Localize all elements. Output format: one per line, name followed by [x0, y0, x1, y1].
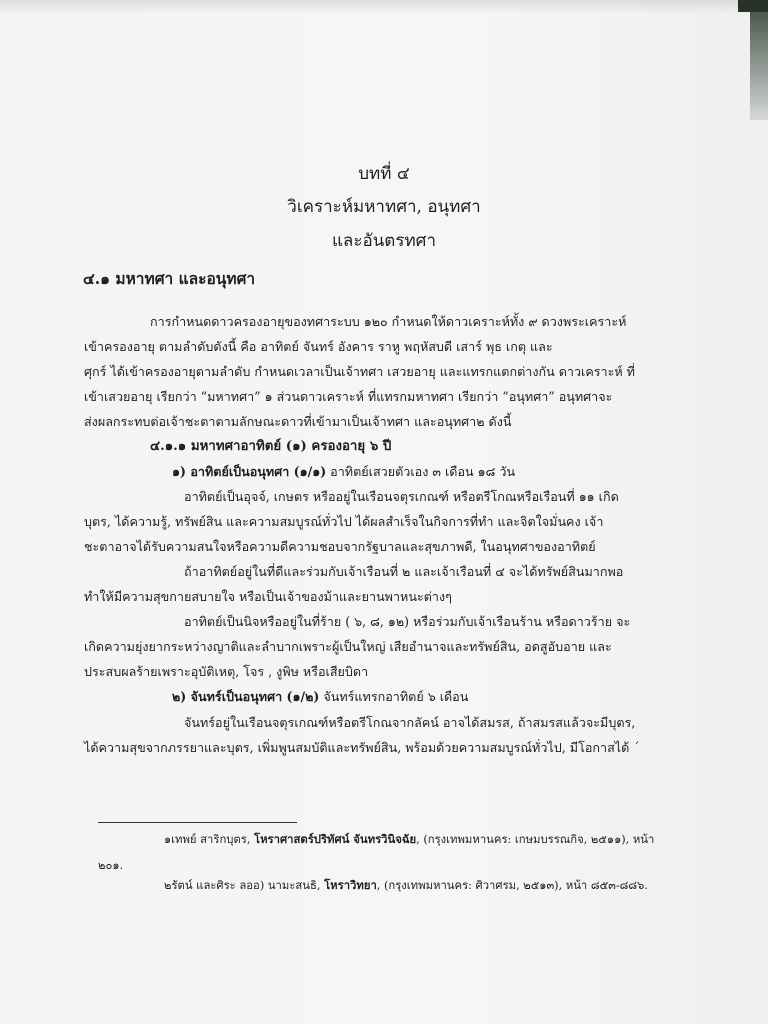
footnote-2-author: ๒รัตน์ และศิระ ลออ) นามะสนธิ,: [164, 879, 325, 892]
item2-heading-bold: ๒) จันทร์เป็นอนุทศา (๑/๒): [172, 689, 320, 704]
item1-heading-bold: ๑) อาทิตย์เป็นอนุทศา (๑/๑): [172, 464, 327, 479]
item1-para-line: เกิดความยุ่งยากระหว่างญาติและลำบากเพราะผู้เป็นใหญ่ เสียอำนาจและทรัพย์สิน, อดสูอับอาย และ: [84, 639, 612, 654]
paragraph1-line: เข้าครองอายุ ตามลำดับดังนี้ คือ อาทิตย์ จันทร์ อังคาร ราหู พฤหัสบดี เสาร์ พุธ เกตุ และ: [84, 339, 553, 354]
footnote-2-publication: , (กรุงเทพมหานคร: ศิวาศรม, ๒๕๑๓), หน้า ๘๕๓-๘๘๖.: [376, 879, 648, 892]
item1-heading-rest: อาทิตย์เสวยตัวเอง ๓ เดือน ๑๘ วัน: [326, 464, 516, 479]
item1-para-line: บุตร, ได้ความรู้, ทรัพย์สิน และความสมบูรณ์ทั่วไป ได้ผลสำเร็จในกิจการที่ทำ และจิตใจมั่นคง เจ้า: [84, 514, 604, 529]
paragraph1-line: ส่งผลกระทบต่อเจ้าชะตาตามลักษณะดาวที่เข้ามาเป็นเจ้าทศา และอนุทศา๒ ดังนี้: [84, 414, 512, 429]
subsection-heading: ๔.๑.๑ มหาทศาอาทิตย์ (๑) ครองอายุ ๖ ปี: [150, 439, 392, 454]
paragraph1-line: การกำหนดดาวครองอายุของทศาระบบ ๑๒๐ กำหนดให้ดาวเคราะห์ทั้ง ๙ ดวงพระเคราะห์: [150, 314, 627, 329]
footnote-1-author: ๑เทพย์ สาริกบุตร,: [164, 833, 255, 846]
item1-heading: [172, 466, 515, 479]
chapter-title-line2: และอันตรทศา: [331, 231, 437, 251]
footnote-1: [164, 834, 654, 845]
footnote-divider: [98, 822, 297, 823]
item1-para-line: อาทิตย์เป็นนิจหรืออยู่ในที่ร้าย ( ๖, ๘, ๑๒) หรือร่วมกับเจ้าเรือนร้าน หรือดาวร้าย จะ: [184, 614, 631, 629]
item2-para-line: ได้ความสุขจากภรรยาและบุตร, เพิ่มพูนสมบัติและทรัพย์สิน, พร้อมด้วยความสมบูรณ์ทั่วไป, มีโอกาสได้ ´: [84, 740, 640, 755]
scan-top-shadow: [0, 0, 768, 14]
footnote-1-publication: , (กรุงเทพมหานคร: เกษมบรรณกิจ, ๒๕๑๑), หน้า: [416, 833, 655, 846]
scan-corner-mark: [738, 0, 768, 12]
paragraph1-line: เข้าเสวยอายุ เรียกว่า “มหาทศา” ๑ ส่วนดาวเคราะห์ ที่แทรกมหาทศา เรียกว่า “อนุทศา” อนุทศาจะ: [84, 389, 613, 404]
item2-para-line: จันทร์อยู่ในเรือนจตุรเกณฑ์หรือตรีโกณจากลัคน์ อาจได้สมรส, ถ้าสมรสแล้วจะมีบุตร,: [184, 715, 636, 730]
item1-para-line: ชะตาอาจได้รับความสนใจหรือความดีความชอบจากรัฐบาลและสุขภาพดี, ในอนุทศาของอาทิตย์: [84, 539, 596, 554]
item1-para-line: ประสบผลร้ายเพราะอุบัติเหตุ, โจร , งูพิษ หรือเสียบิดา: [84, 664, 369, 679]
item1-para-line: ถ้าอาทิตย์อยู่ในที่ดีและร่วมกับเจ้าเรือนที่ ๒ และเจ้าเรือนที่ ๔ จะได้ทรัพย์สินมากพอ: [184, 564, 624, 579]
footnote-2: [164, 880, 648, 891]
chapter-number: บทที่ ๔: [358, 164, 410, 184]
item1-para-line: ทำให้มีความสุขกายสบายใจ หรือเป็นเจ้าของม้าและยานพาหนะต่างๆ: [84, 589, 452, 604]
footnote-2-title: โหราวิทยา: [324, 878, 377, 892]
scan-edge-mark: [750, 0, 768, 120]
item1-para-line: อาทิตย์เป็นอุจจ์, เกษตร หรืออยู่ในเรือนจตุรเกณฑ์ หรือตรีโกณหรือเรือนที่ ๑๑ เกิด: [184, 489, 619, 504]
item2-heading-rest: จันทร์แทรกอาทิตย์ ๖ เดือน: [319, 689, 469, 704]
footnote-1-title: โหราศาสตร์ปริทัศน์ จันทรวินิจฉัย: [254, 832, 417, 846]
item2-heading: [172, 691, 468, 704]
chapter-title-line1: วิเคราะห์มหาทศา, อนุทศา: [287, 197, 481, 217]
section-heading: ๔.๑ มหาทศา และอนุทศา: [83, 269, 256, 288]
paragraph1-line: ศุกร์ ได้เข้าครองอายุตามลำดับ กำหนดเวลาเป็นเจ้าทศา เสวยอายุ และแทรกแตกต่างกัน ดาวเคราะห์ ที่: [84, 364, 635, 379]
footnote-1-continuation: ๒๐๑.: [98, 859, 124, 872]
